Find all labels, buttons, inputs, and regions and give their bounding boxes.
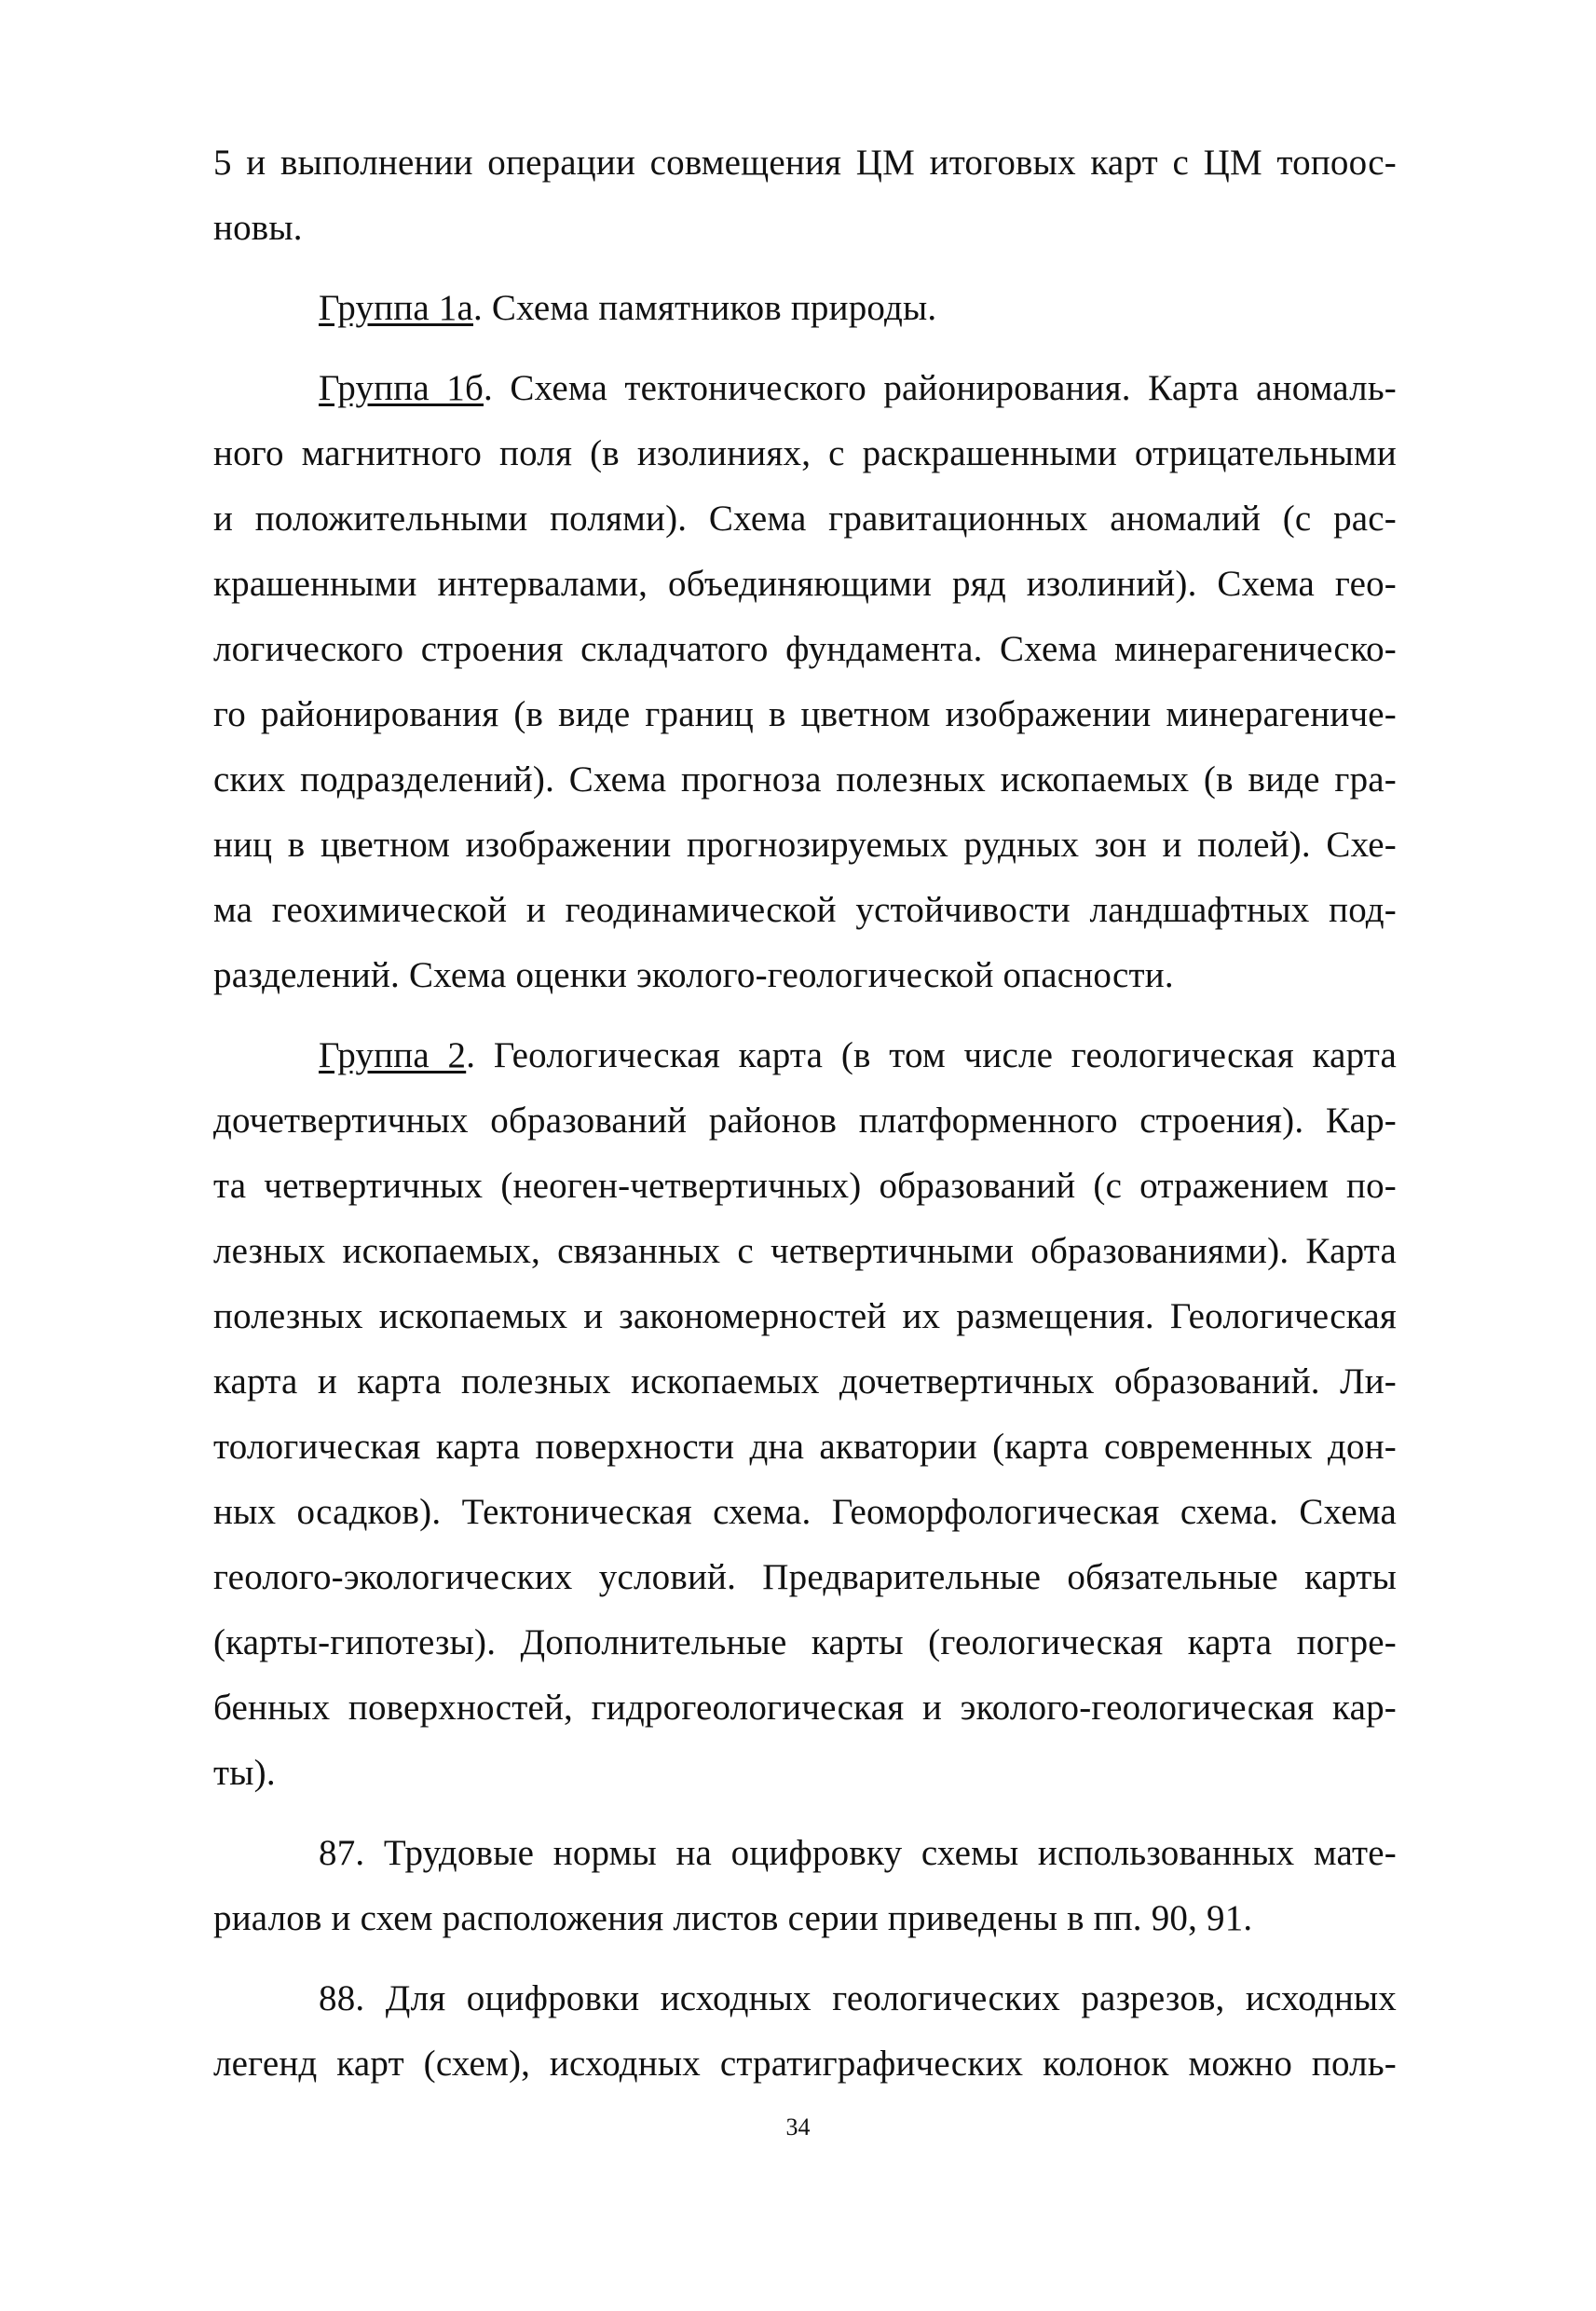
text-line [213,1154,1397,1219]
line-text: та четвертичных (неоген-четвертичных) образований (с отражением по- [213,1166,1397,1206]
line-text: 87. Трудовые нормы на оцифровку схемы использованных мате- [319,1833,1397,1873]
line-text: 88. Для оцифровки исходных геологических разрезов, исходных [319,1978,1397,2018]
text-line [213,617,1397,682]
line-text: полезных ископаемых и закономерностей их размещения. Геологическая [213,1296,1397,1336]
text-line [213,1610,1397,1675]
line-text: ниц в цветном изображении прогнозируемых рудных зон и полей). Схе- [213,825,1397,865]
group-heading: Группа 2 [319,1035,467,1075]
text-line [213,1545,1397,1610]
line-text: Схема памятников природы. [491,288,937,328]
group-heading: Группа 1б [319,368,484,408]
text-line [213,2031,1397,2097]
text-line [213,1675,1397,1741]
text-line [213,813,1397,878]
text-line [213,130,1397,196]
line-text: геолого-экологических условий. Предварительные обязательные карты [213,1557,1397,1597]
text-line [213,1088,1397,1154]
text-line [213,276,1397,341]
line-text: легенд карт (схем), исходных стратиграфических колонок можно поль- [213,2044,1397,2084]
line-text: ного магнитного поля (в изолиниях, с раскрашенными отрицательными [213,433,1397,473]
text-line [213,1966,1397,2031]
line-text: бенных поверхностей, гидрогеологическая и эколого-геологическая кар- [213,1688,1397,1728]
page-number: 34 [785,2113,811,2140]
text-line [213,1284,1397,1349]
line-text: го районирования (в виде границ в цветном изображении минерагениче- [213,694,1397,734]
line-text: Геологическая карта (в том числе геологическая карта [493,1035,1397,1075]
group-heading-separator: . [473,288,492,328]
text-line [213,878,1397,943]
line-text: лезных ископаемых, связанных с четвертичными образованиями). Карта [213,1231,1397,1271]
line-text: ты). [213,1753,276,1793]
text-line [213,747,1397,813]
text-line [213,1219,1397,1284]
line-text: риалов и схем расположения листов серии приведены в пп. 90, 91. [213,1898,1253,1938]
line-text: карта и карта полезных ископаемых дочетвертичных образований. Ли- [213,1361,1397,1402]
text-line [213,1886,1397,1951]
text-line [213,1741,1397,1806]
text-line [213,356,1397,421]
line-text: ных осадков). Тектоническая схема. Геоморфологическая схема. Схема [213,1492,1397,1532]
line-text: и положительными полями). Схема гравитационных аномалий (с рас- [213,499,1397,539]
line-text: тологическая карта поверхности дна акватории (карта современных дон- [213,1427,1397,1467]
group-heading: Группа 1а [319,288,473,328]
text-line [213,943,1397,1008]
text-line [213,1821,1397,1886]
line-text: Схема тектонического районирования. Карта аномаль- [510,368,1397,408]
line-text: ских подразделений). Схема прогноза полезных ископаемых (в виде гра- [213,759,1397,800]
text-line [213,196,1397,261]
line-text: 5 и выполнении операции совмещения ЦМ итоговых карт с ЦМ топоос- [213,143,1397,183]
text-line [213,486,1397,552]
line-text: разделений. Схема оценки эколого-геологической опасности. [213,955,1174,995]
body-text [213,130,1397,2097]
group-heading-separator: . [484,368,511,408]
line-text: крашенными интервалами, объединяющими ряд изолиний). Схема гео- [213,564,1397,604]
line-text: дочетвертичных образований районов платформенного строения). Кар- [213,1101,1397,1141]
text-line [213,1480,1397,1545]
text-line [213,682,1397,747]
text-line [213,421,1397,486]
line-text: (карты-гипотезы). Дополнительные карты (геологическая карта погре- [213,1622,1397,1662]
line-text: логического строения складчатого фундамента. Схема минерагеническо- [213,629,1397,669]
text-line [213,1023,1397,1088]
text-line [213,1415,1397,1480]
group-heading-separator: . [466,1035,494,1075]
line-text: ма геохимической и геодинамической устойчивости ландшафтных под- [213,890,1397,930]
text-line [213,552,1397,617]
text-line [213,1349,1397,1415]
line-text: новы. [213,208,303,248]
